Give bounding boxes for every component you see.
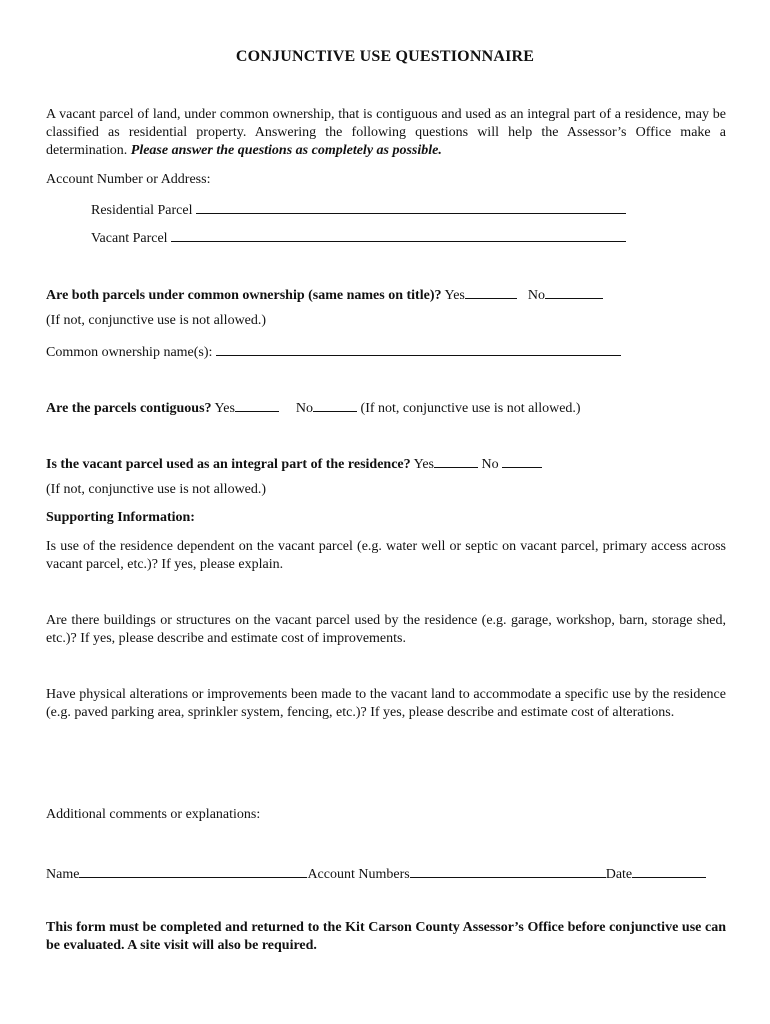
q3-no-field[interactable]	[502, 453, 542, 468]
q3-row	[46, 453, 726, 474]
intro-paragraph	[46, 106, 726, 160]
vacant-parcel-field[interactable]	[171, 227, 626, 242]
footer-notice: This form must be completed and returned to the Kit Carson County Assessor’s Office before conjunctive use can be evaluated. A site visit will also be required.	[46, 920, 726, 953]
q2-note: (If not, conjunctive use is not allowed.)	[360, 401, 581, 416]
q3-note: (If not, conjunctive use is not allowed.)	[46, 482, 267, 497]
q1-yes-field[interactable]	[465, 284, 517, 299]
residential-parcel-label: Residential Parcel	[91, 203, 193, 218]
q1-names-row	[46, 341, 726, 362]
q3-no-label: No	[481, 457, 499, 472]
q2-question: Are the parcels contiguous?	[46, 401, 212, 416]
q2-no-label: No	[295, 401, 314, 416]
q1-no-label: No	[527, 288, 545, 303]
q1-row	[46, 284, 726, 305]
q1-question: Are both parcels under common ownership (same names on title)?	[46, 288, 442, 303]
q3-question: Is the vacant parcel used as an integral part of the residence?	[46, 457, 411, 472]
vacant-parcel-label: Vacant Parcel	[91, 231, 168, 246]
account-label: Account Number or Address:	[46, 172, 211, 187]
signature-row	[46, 863, 726, 884]
q1-yes-label: Yes	[444, 288, 465, 303]
intro-emphasis: Please answer the questions as completely as possible.	[130, 143, 442, 158]
account-numbers-label: Account Numbers	[307, 867, 410, 882]
supporting-question-1: Is use of the residence dependent on the vacant parcel (e.g. water well or septic on vacant parcel, primary access across vacant parcel, etc.)? If yes, please explain.	[46, 539, 726, 572]
common-ownership-field[interactable]	[216, 341, 621, 356]
supporting-heading: Supporting Information:	[46, 510, 195, 525]
comments-label: Additional comments or explanations:	[46, 807, 261, 822]
name-label: Name	[46, 867, 80, 882]
supporting-question-3: Have physical alterations or improvements been made to the vacant land to accommodate a specific use by the residence (e.g. paved parking area, sprinkler system, fencing, etc.)? If yes, please describe and estimate cost of alterations.	[46, 687, 726, 720]
common-ownership-label: Common ownership name(s):	[46, 345, 213, 360]
date-label: Date	[605, 867, 633, 882]
q2-yes-label: Yes	[214, 401, 235, 416]
q2-row	[46, 397, 726, 418]
q3-yes-field[interactable]	[434, 453, 478, 468]
intro-text: A vacant parcel of land, under common ownership, that is contiguous and used as an integral part of a residence, may be classified as residential property. Answering the following questions will help the Assessor’s Office make a determination.	[46, 107, 726, 158]
q1-note: (If not, conjunctive use is not allowed.)	[46, 313, 267, 328]
q2-no-field[interactable]	[313, 397, 357, 412]
account-numbers-field[interactable]	[410, 863, 606, 878]
q3-yes-label: Yes	[413, 457, 434, 472]
vacant-parcel-row	[91, 227, 691, 248]
q1-no-field[interactable]	[545, 284, 603, 299]
date-field[interactable]	[632, 863, 706, 878]
page-title: CONJUNCTIVE USE QUESTIONNAIRE	[235, 48, 535, 65]
residential-parcel-row	[91, 199, 691, 220]
supporting-question-2: Are there buildings or structures on the vacant parcel used by the residence (e.g. garage, workshop, barn, storage shed, etc.)? If yes, please describe and estimate cost of improvements.	[46, 613, 726, 646]
name-field[interactable]	[79, 863, 307, 878]
residential-parcel-field[interactable]	[196, 199, 626, 214]
q2-yes-field[interactable]	[235, 397, 279, 412]
